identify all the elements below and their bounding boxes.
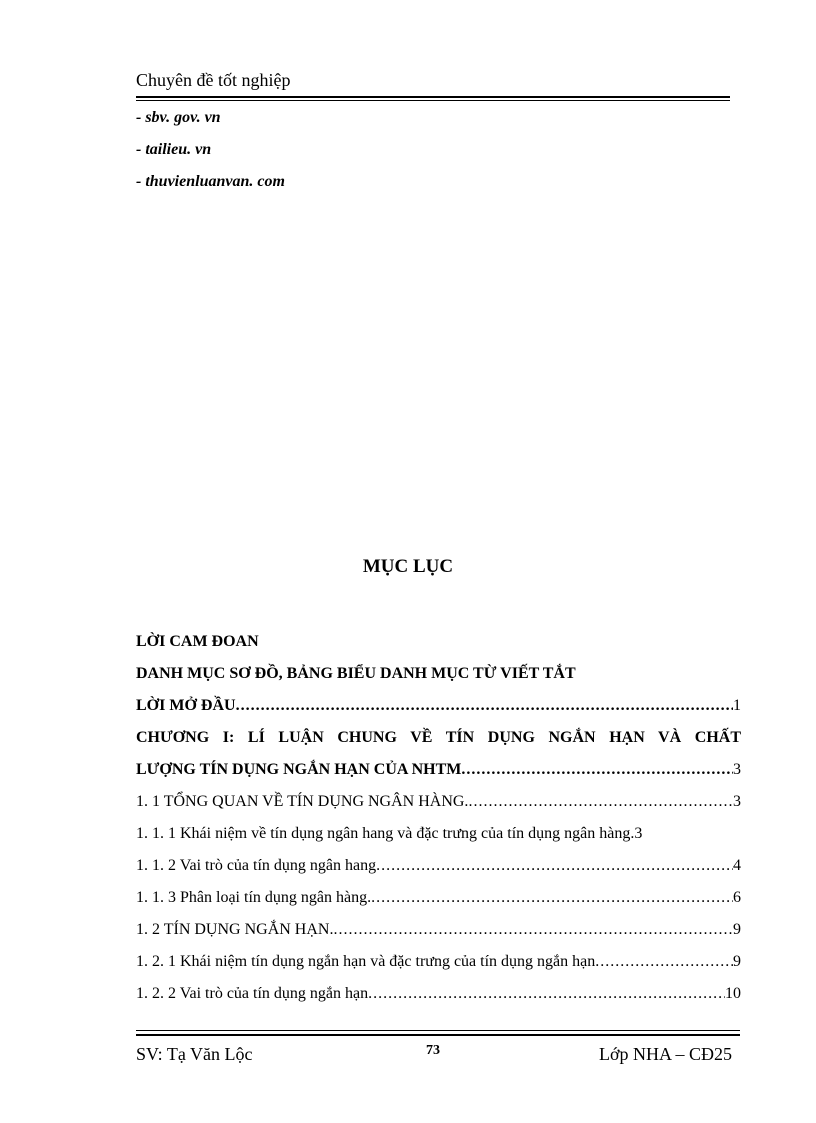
toc-entry-text: LỜI CAM ĐOAN (136, 633, 259, 650)
toc-entry-text: DANH MỤC SƠ ĐỒ, BẢNG BIỂU DANH MỤC TỪ VIẾT TẮT (136, 665, 576, 682)
footer-student: SV: Tạ Văn Lộc (136, 1044, 253, 1064)
footer-class: Lớp NHA – CĐ25 (598, 1044, 732, 1064)
toc-entry-text: 1. 1 TỔNG QUAN VỀ TÍN DỤNG NGÂN HÀNG. (136, 793, 469, 810)
toc-entry-page: 9 (733, 953, 741, 970)
toc-entry (136, 658, 741, 690)
reference-item: - thuvienluanvan. com (136, 173, 285, 190)
toc-entry-text: 1. 2 TÍN DỤNG NGẮN HẠN. (136, 921, 334, 938)
toc-entry-page: 4 (733, 857, 741, 874)
toc-leader-dots (371, 882, 733, 914)
reference-list (136, 106, 285, 202)
toc-entry-text: 1. 1. 1 Khái niệm về tín dụng ngân hang và đặc trưng của tín dụng ngân hàng. (136, 825, 635, 842)
toc-entry (136, 626, 741, 658)
table-of-contents (136, 626, 741, 1010)
toc-entry (136, 850, 741, 882)
toc-leader-dots (236, 690, 733, 722)
toc-entry (136, 690, 741, 722)
toc-entry-text: 1. 2. 2 Vai trò của tín dụng ngắn hạn (136, 985, 369, 1002)
toc-entry (136, 882, 741, 914)
toc-entry-page: 3 (733, 761, 741, 778)
toc-entry-text: 1. 1. 2 Vai trò của tín dụng ngân hang (136, 857, 377, 874)
toc-leader-dots (468, 786, 733, 818)
toc-entry-text: 1. 2. 1 Khái niệm tín dụng ngắn hạn và đặc trưng của tín dụng ngắn hạn (136, 953, 596, 970)
toc-entry-text: LƯỢNG TÍN DỤNG NGẮN HẠN CỦA NHTM (136, 761, 462, 778)
toc-leader-dots (376, 850, 733, 882)
toc-entry-page: 6 (733, 889, 741, 906)
toc-entry-page: 1 (733, 697, 741, 714)
header-rule (136, 96, 730, 98)
reference-item: - tailieu. vn (136, 141, 212, 158)
toc-entry (136, 786, 741, 818)
header-title: Chuyên đề tốt nghiệp (136, 70, 291, 90)
header-rule-thin (136, 100, 730, 101)
toc-entry (136, 818, 741, 850)
toc-entry-page: 9 (733, 921, 741, 938)
toc-entry-page: 10 (725, 985, 741, 1002)
reference-item: - sbv. gov. vn (136, 109, 221, 126)
footer-rule-thin (136, 1030, 740, 1031)
toc-entry-text: LỜI MỞ ĐẦU (136, 697, 236, 714)
toc-entry (136, 978, 741, 1010)
toc-title: MỤC LỤC (362, 556, 454, 577)
toc-leader-dots (333, 914, 733, 946)
toc-entry (136, 722, 741, 754)
toc-entry (136, 754, 741, 786)
toc-entry-page: 3 (733, 793, 741, 810)
toc-entry (136, 946, 741, 978)
toc-leader-dots (595, 946, 733, 978)
toc-entry-text: 1. 1. 3 Phân loại tín dụng ngân hàng. (136, 889, 372, 906)
toc-leader-dots (461, 754, 733, 786)
toc-entry-page: 3 (634, 825, 643, 842)
footer-rule (136, 1034, 740, 1036)
toc-leader-dots (368, 978, 725, 1010)
footer-page-number: 73 (426, 1043, 440, 1058)
toc-entry (136, 914, 741, 946)
toc-entry-text: CHƯƠNG I: LÍ LUẬN CHUNG VỀ TÍN DỤNG NGẮN HẠN VÀ CHẤT (136, 729, 741, 746)
